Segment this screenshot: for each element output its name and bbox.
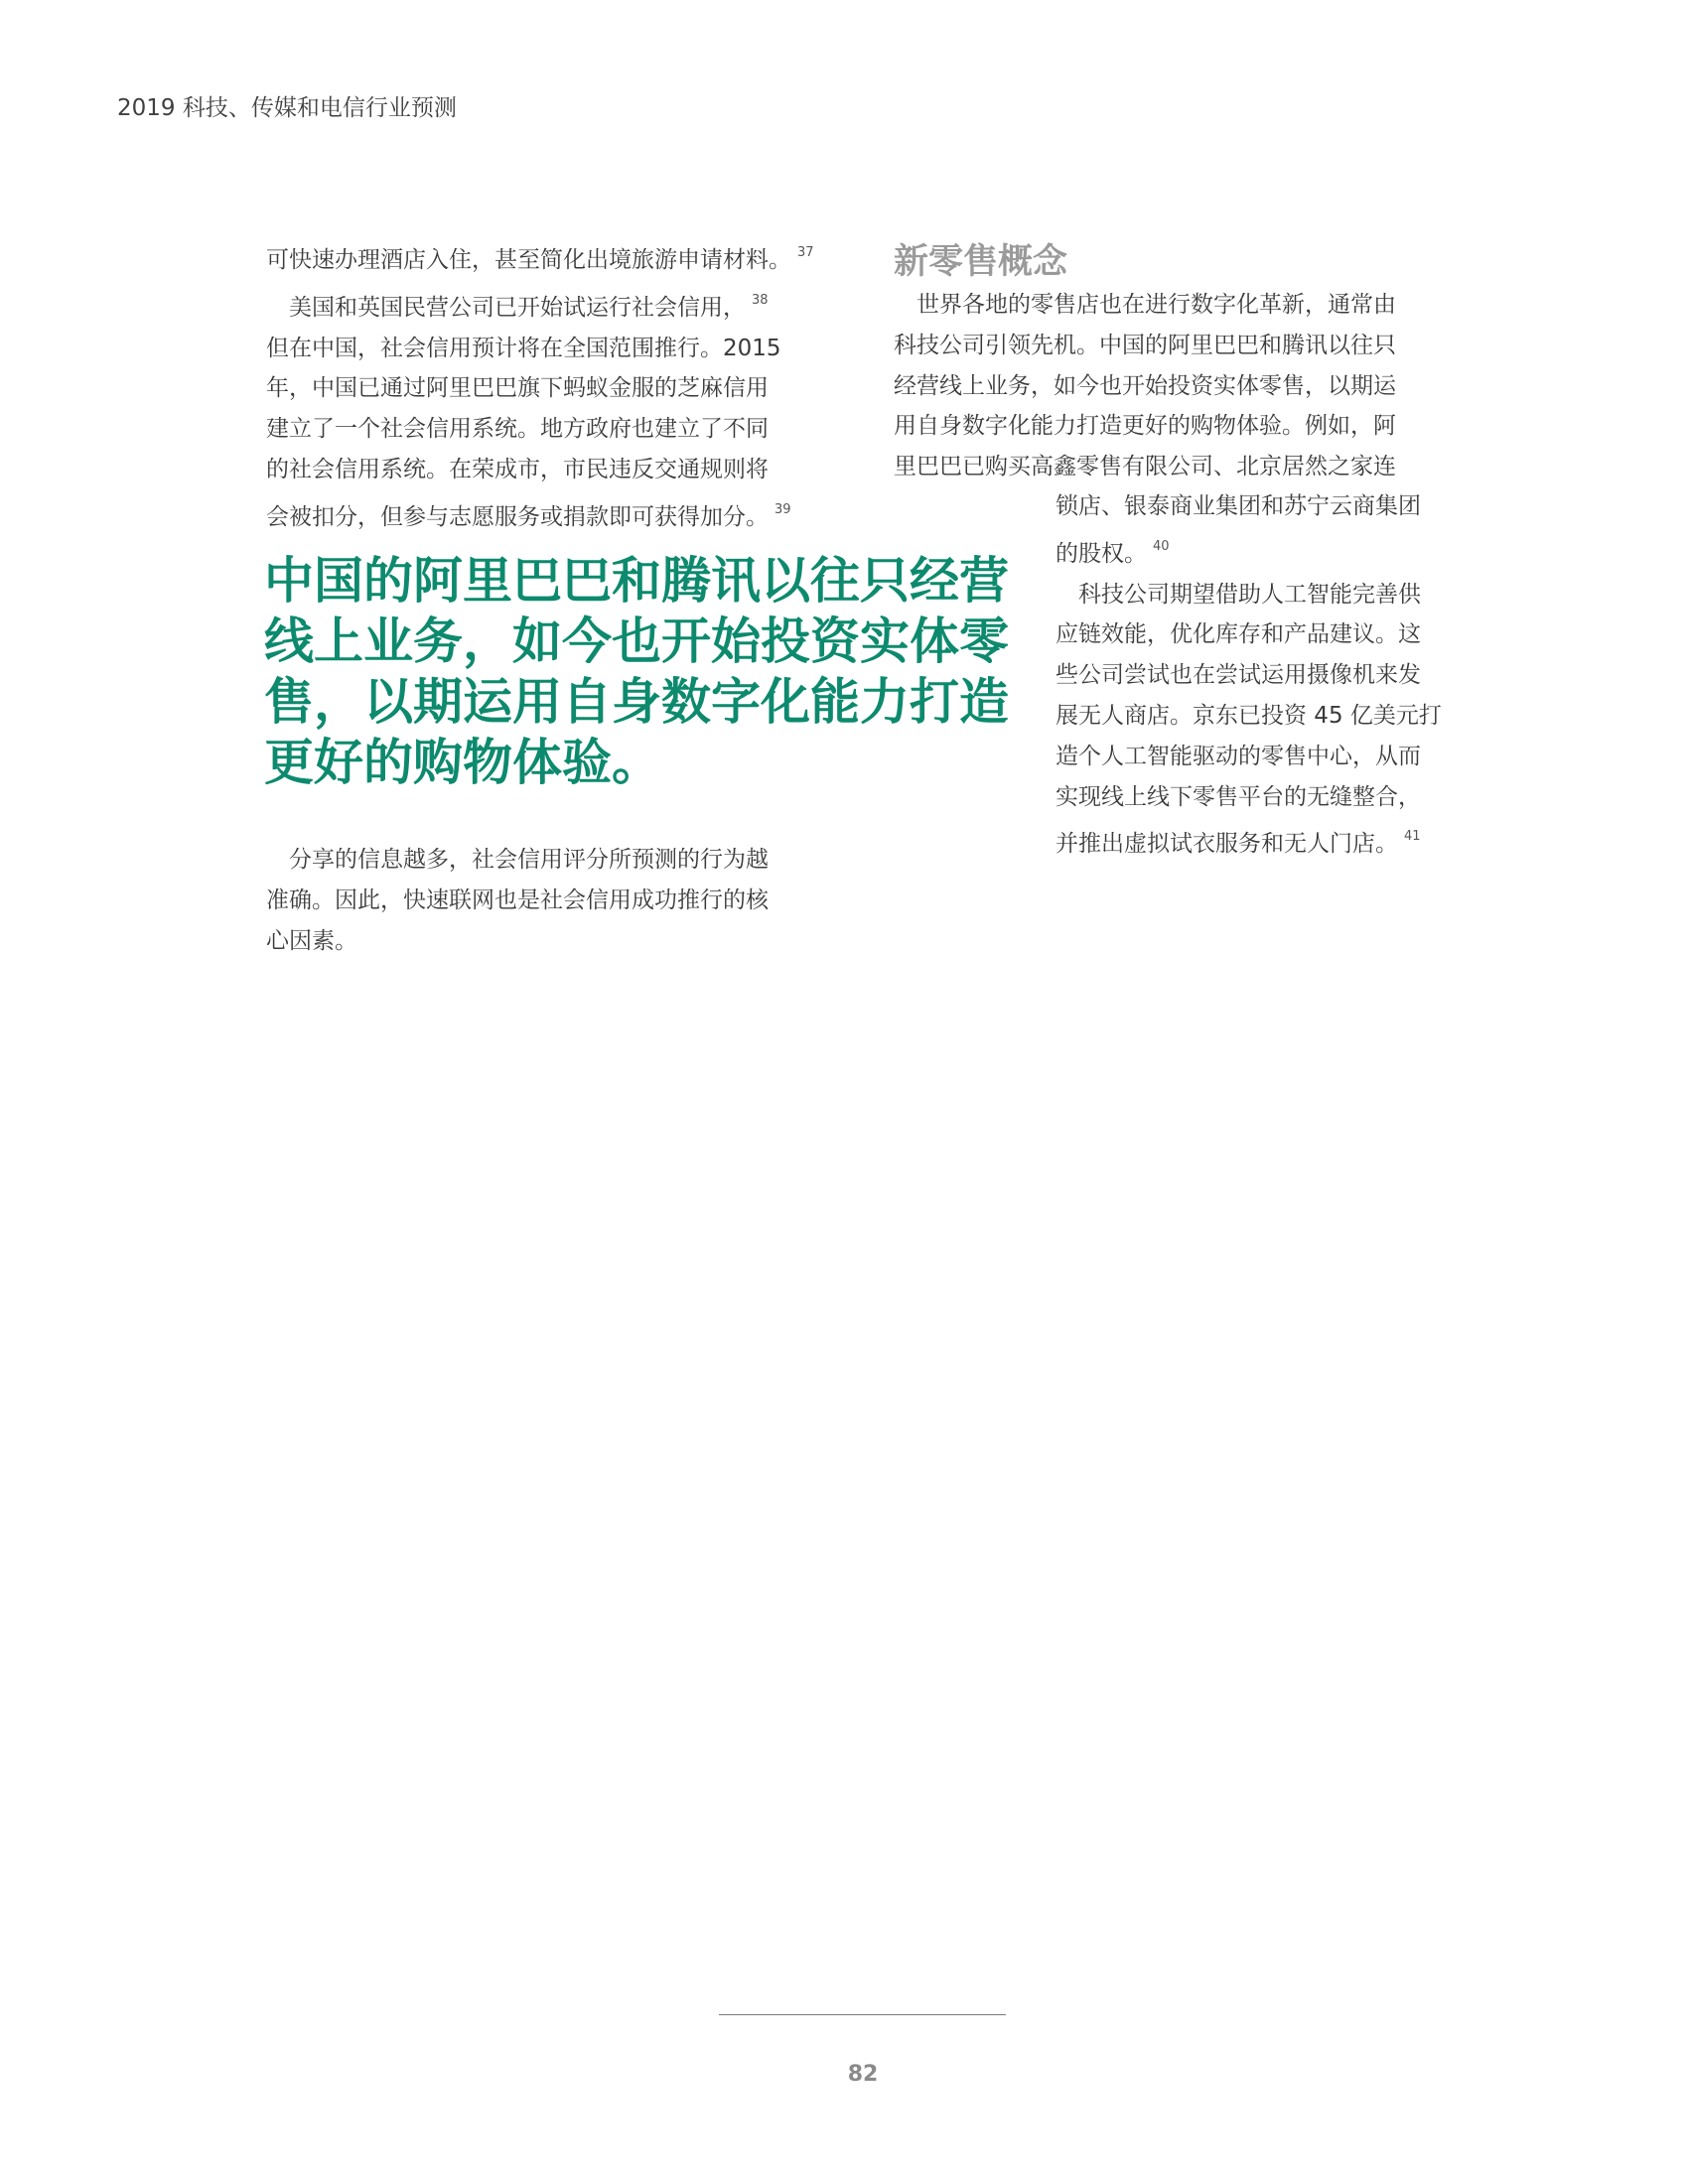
pull-quote-line: 售，以期运用自身数字化能力打造: [264, 673, 1009, 731]
text-line: 用自身数字化能力打造更好的购物体验。例如，阿: [894, 413, 1396, 440]
text-line: 并推出虚拟试衣服务和无人门店。 $^{41}$: [1055, 829, 1421, 858]
pull-quote-line: 更好的购物体验。: [264, 734, 661, 791]
text-line: 建立了一个社会信用系统。地方政府也建立了不同: [266, 416, 769, 443]
text-line: 但在中国，社会信用预计将在全国范围推行。2015: [266, 335, 781, 361]
text-line: 展无人商店。京东已投资 45 亿美元打: [1055, 702, 1442, 729]
text-line: 应链效能，优化库存和产品建议。这: [1055, 621, 1421, 648]
text-line: 造个人工智能驱动的零售中心，从而: [1055, 743, 1421, 769]
text-line: 里巴巴已购买高鑫零售有限公司、北京居然之家连: [894, 454, 1396, 480]
report-header: 2019 科技、传媒和电信行业预测: [117, 95, 457, 121]
right-column-bottom: [1055, 486, 1473, 865]
right-column-top: [894, 285, 1450, 487]
left-column-bottom: [266, 840, 862, 961]
footnote-ref: 41: [1404, 829, 1421, 845]
left-column-top: [266, 233, 862, 538]
page-number: 82: [847, 2062, 879, 2087]
footnote-ref: 37: [797, 245, 814, 260]
text-line: 年，中国已通过阿里巴巴旗下蚂蚁金服的芝麻信用: [266, 375, 769, 402]
text-line: 准确。因此，快速联网也是社会信用成功推行的核: [266, 887, 769, 913]
footnote-ref: 38: [752, 292, 769, 308]
text-line: 美国和英国民营公司已开始试运行社会信用， $^{38}$: [289, 292, 769, 321]
text-line: 可快速办理酒店入住，甚至简化出境旅游申请材料。 $^{37}$: [266, 245, 814, 273]
pull-quote-line: 中国的阿里巴巴和腾讯以往只经营: [264, 552, 1009, 610]
text-line: 些公司尝试也在尝试运用摄像机来发: [1055, 662, 1421, 689]
text-line: 科技公司引领先机。中国的阿里巴巴和腾讯以往只: [894, 332, 1396, 358]
pull-quote-line: 线上业务，如今也开始投资实体零: [264, 613, 1009, 670]
text-line: 会被扣分，但参与志愿服务或捐款即可获得加分。 $^{39}$: [266, 501, 791, 530]
text-line: 世界各地的零售店也在进行数字化革新，通常由: [916, 292, 1396, 318]
text-line: 科技公司期望借助人工智能完善供: [1078, 581, 1421, 608]
text-line: 锁店、银泰商业集团和苏宁云商集团: [1055, 493, 1421, 519]
footnote-ref: 40: [1153, 538, 1170, 554]
text-line: 经营线上业务，如今也开始投资实体零售，以期运: [894, 372, 1396, 399]
text-line: 的社会信用系统。在荣成市，市民违反交通规则将: [266, 456, 769, 482]
text-line: 分享的信息越多，社会信用评分所预测的行为越: [289, 847, 769, 873]
pull-quote: [264, 551, 1039, 793]
text-line: 心因素。: [266, 927, 357, 954]
text-line: 实现线上线下零售平台的无缝整合，: [1055, 783, 1421, 810]
section-heading: 新零售概念: [894, 242, 1068, 282]
text-line: 的股权。 $^{40}$: [1055, 538, 1170, 567]
footer-divider: [719, 2014, 1006, 2015]
footnote-ref: 39: [774, 501, 791, 517]
